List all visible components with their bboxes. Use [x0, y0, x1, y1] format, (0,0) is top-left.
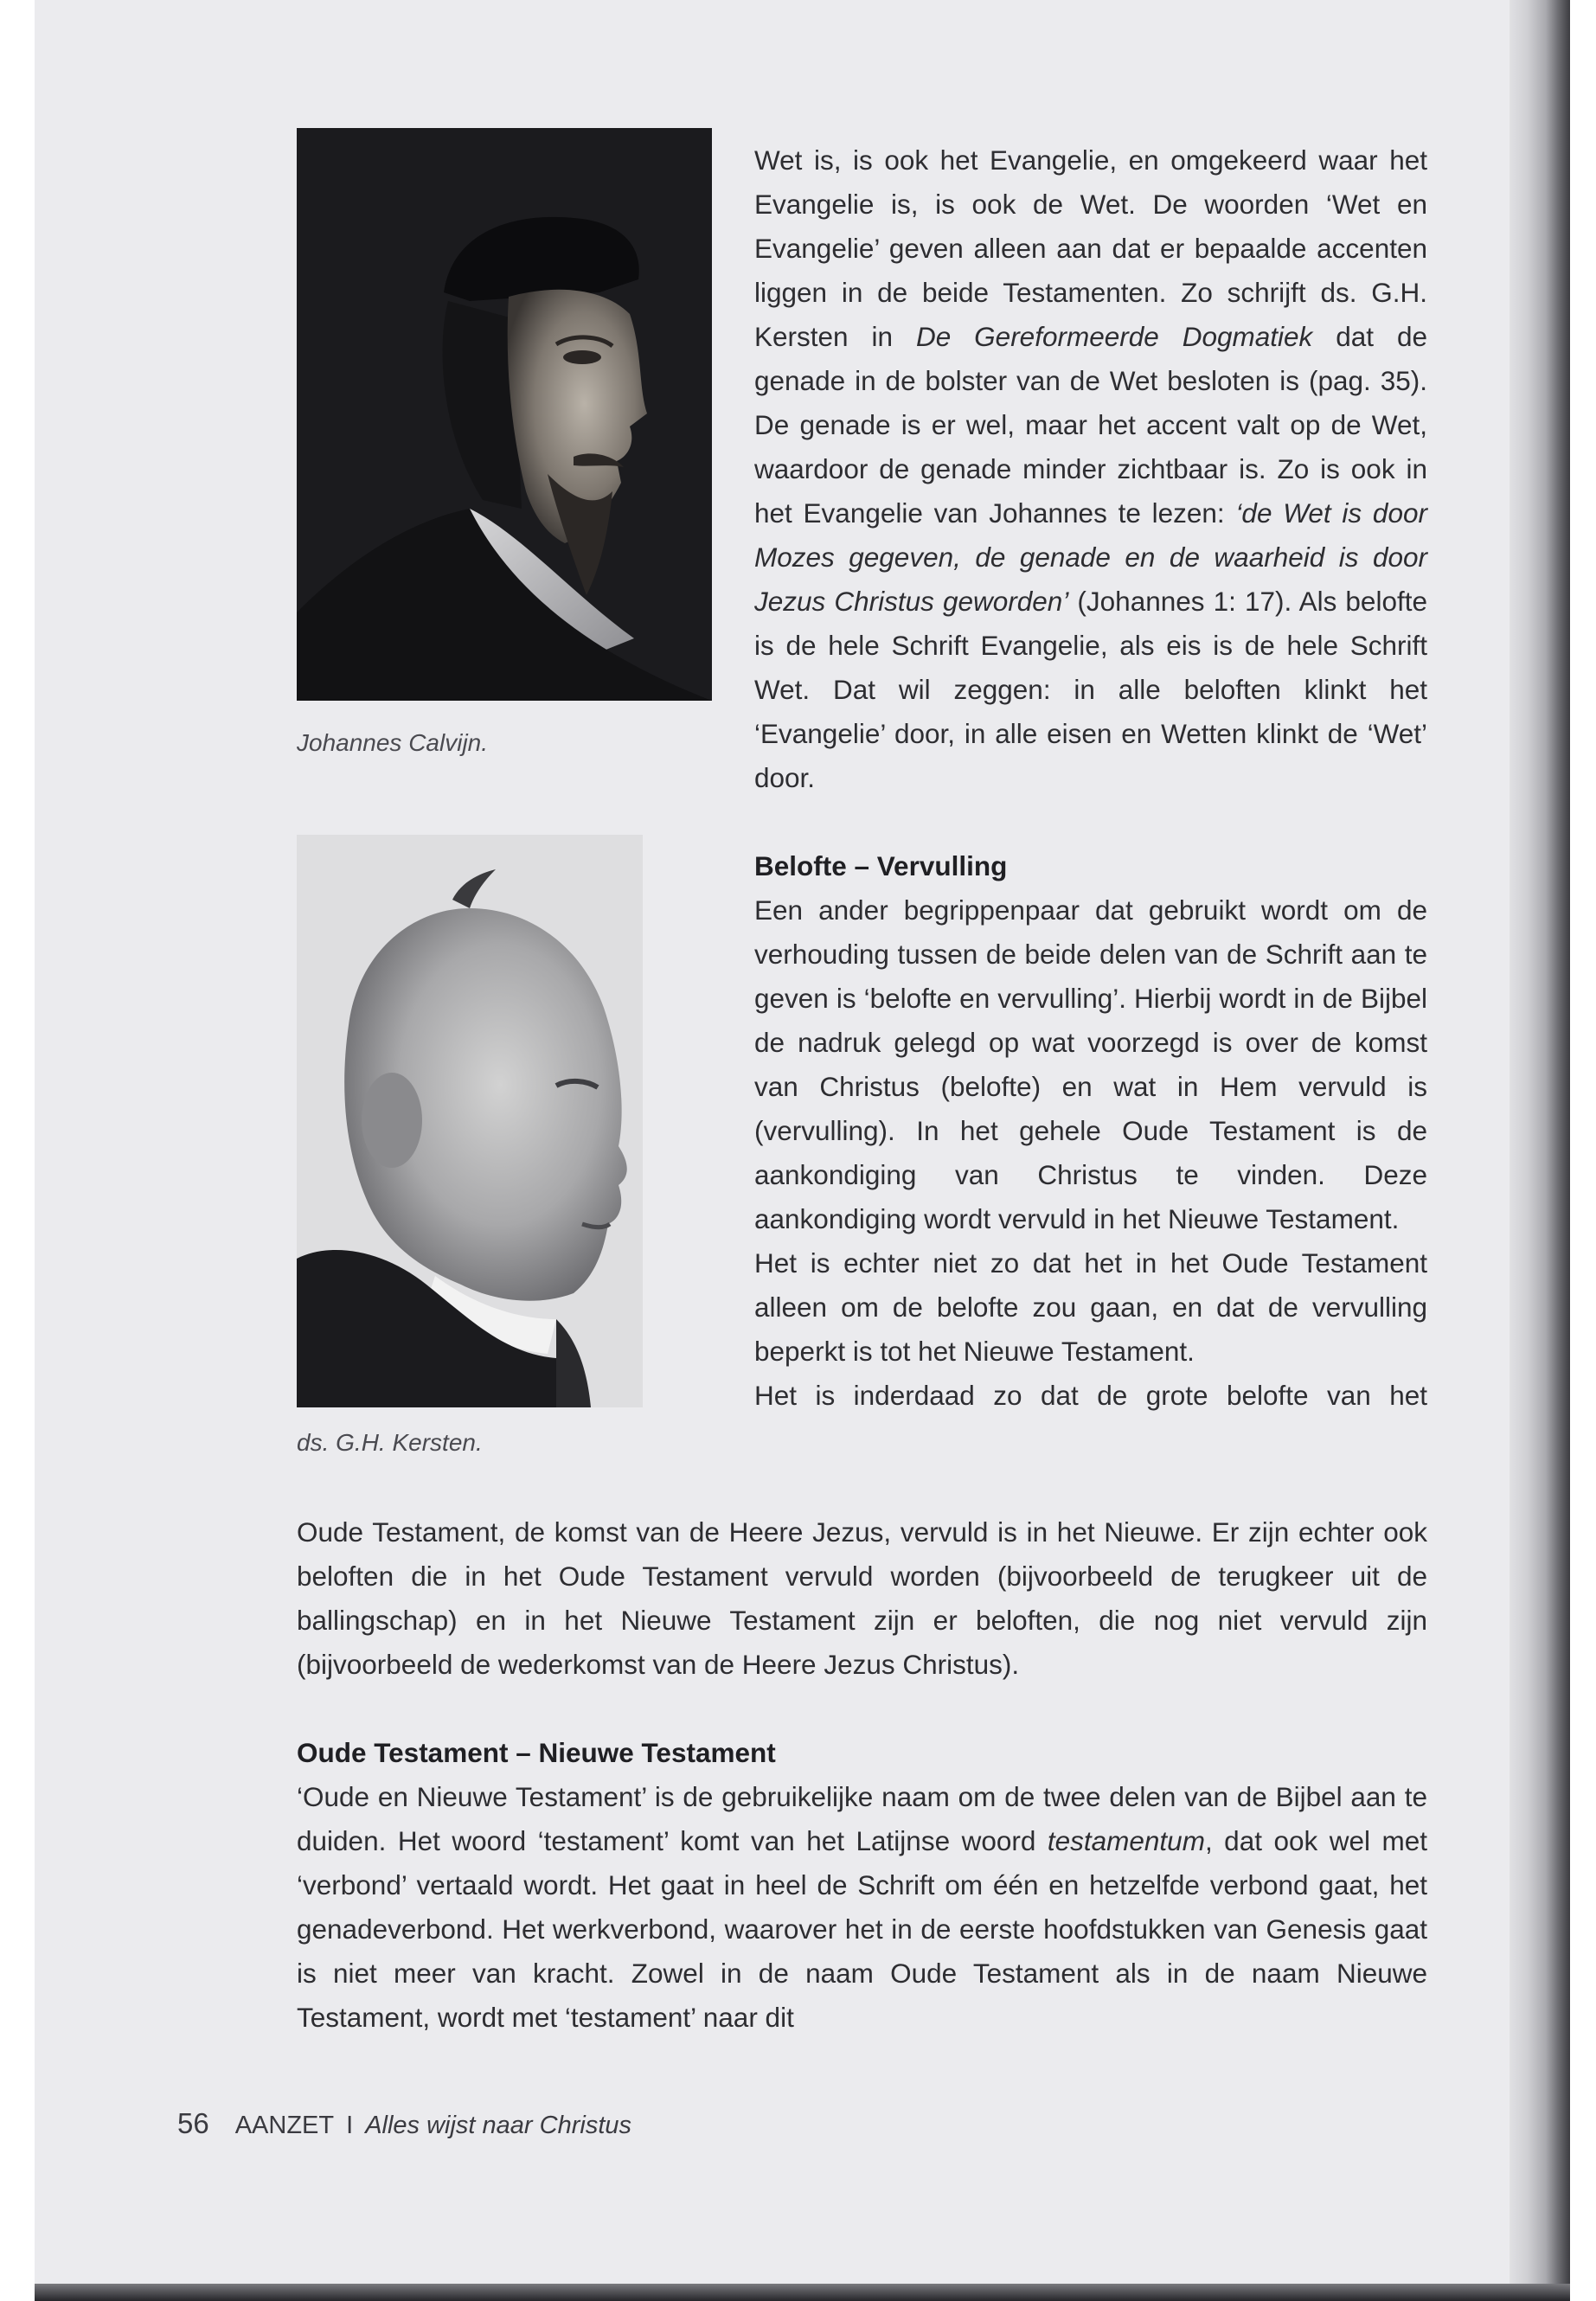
text-span: dat de genade in de bolster van de Wet besloten is (pag. 35). De genade is er wel, maar het accent valt op de Wet, waardoor de genade minder zichtbaar is. Zo is ook in het Evangelie van Johannes te lezen:	[754, 321, 1427, 529]
paragraph-wet-evangelie	[754, 138, 1427, 800]
paragraph-oude-testament-belofte: Het is echter niet zo dat het in het Oude Testament alleen om de belofte zou gaan, en dat de vervulling beperkt is tot het Nieuwe Testament.	[754, 1247, 1427, 1367]
publication-name: AANZET	[234, 2112, 335, 2139]
heading-oude-nieuwe-testament: Oude Testament – Nieuwe Testament	[297, 1737, 776, 1768]
caption-kersten: ds. G.H. Kersten.	[297, 1429, 483, 1456]
paragraph-inderdaad-start: Het is inderdaad zo dat de grote belofte van het	[754, 1380, 1427, 1411]
paragraph-gap	[754, 800, 1427, 844]
text-span: Wet is, is ook het Evangelie, en omgekeerd waar het Evangelie is, is ook de Wet. De woorden ‘Wet en Evangelie’ geven alleen aan dat er bepaalde accenten liggen in de beide Testamenten. Zo schrijft ds. G.H. Kersten in	[754, 144, 1427, 352]
portrait-gh-kersten	[297, 835, 643, 1407]
right-column-text	[754, 138, 1427, 1418]
paragraph-gap	[297, 1687, 1427, 1731]
text-span: ‘Oude en Nieuwe Testament’ is de gebruikelijke naam om de twee delen van de Bijbel aan te duiden. Het woord ‘testament’ komt van het Latijnse woord	[297, 1781, 1427, 1856]
latin-word-italic: testamentum	[1047, 1825, 1205, 1856]
kersten-portrait-drawing	[297, 835, 643, 1407]
page-bottom-edge	[35, 2284, 1570, 2301]
page-footer	[177, 2107, 956, 2142]
calvin-portrait-drawing	[297, 128, 712, 701]
footer-separator: I	[346, 2112, 354, 2139]
paragraph-belofte-vervulling: Een ander begrippenpaar dat gebruikt wordt om de verhouding tussen de beide delen van de Schrift aan te geven is ‘belofte en vervulling’. Hierbij wordt in de Bijbel de nadruk gelegd op wat voorzegd is over de komst van Christus (belofte) en wat in Hem vervuld is (vervulling). In het gehele Oude Testament is de aankondiging van Christus te vinden. Deze aankondiging wordt vervuld in het Nieuwe Testament.	[754, 894, 1427, 1234]
portrait-johannes-calvijn	[297, 128, 712, 701]
publication-subtitle: Alles wijst naar Christus	[365, 2112, 632, 2139]
caption-calvin: Johannes Calvijn.	[297, 729, 489, 756]
text-span: , dat ook wel met ‘verbond’ vertaald wordt. Het gaat in heel de Schrift om één en hetzelfde verbond gaat, het genadeverbond. Het werkverbond, waarover het in de eerste hoofdstukken van Genesis gaat is niet meer van kracht. Zowel in de naam Oude Testament als in de naam Nieuwe Testament, wordt met ‘testament’ naar dit	[297, 1825, 1427, 2033]
page-number: 56	[177, 2107, 209, 2139]
full-width-text	[297, 1510, 1427, 2040]
book-spine-shadow	[1509, 0, 1570, 2301]
text-span: (Johannes 1: 17). Als belofte is de hele Schrift Evangelie, als eis is de hele Schrift Wet. Dat wil zeggen: in alle beloften klinkt het ‘Evangelie’ door, in alle eisen en Wetten klinkt de ‘Wet’ door.	[754, 586, 1427, 793]
paragraph-inderdaad-rest: Oude Testament, de komst van de Heere Jezus, vervuld is in het Nieuwe. Er zijn echter ook beloften die in het Oude Testament vervuld worden (bijvoorbeeld de terugkeer uit de ballingschap) en in het Nieuwe Testament zijn er beloften, die nog niet vervuld zijn (bijvoorbeeld de wederkomst van de Heere Jezus Christus).	[297, 1516, 1427, 1680]
bible-quote-italic: ‘de Wet is door Mozes gegeven, de genade en de waarheid is door Jezus Christus geworden’	[754, 497, 1427, 617]
paragraph-oude-nieuwe-testament	[297, 1775, 1427, 2040]
book-title-italic: De Gereformeerde Dogmatiek	[915, 321, 1313, 352]
heading-belofte-vervulling: Belofte – Vervulling	[754, 850, 1008, 881]
